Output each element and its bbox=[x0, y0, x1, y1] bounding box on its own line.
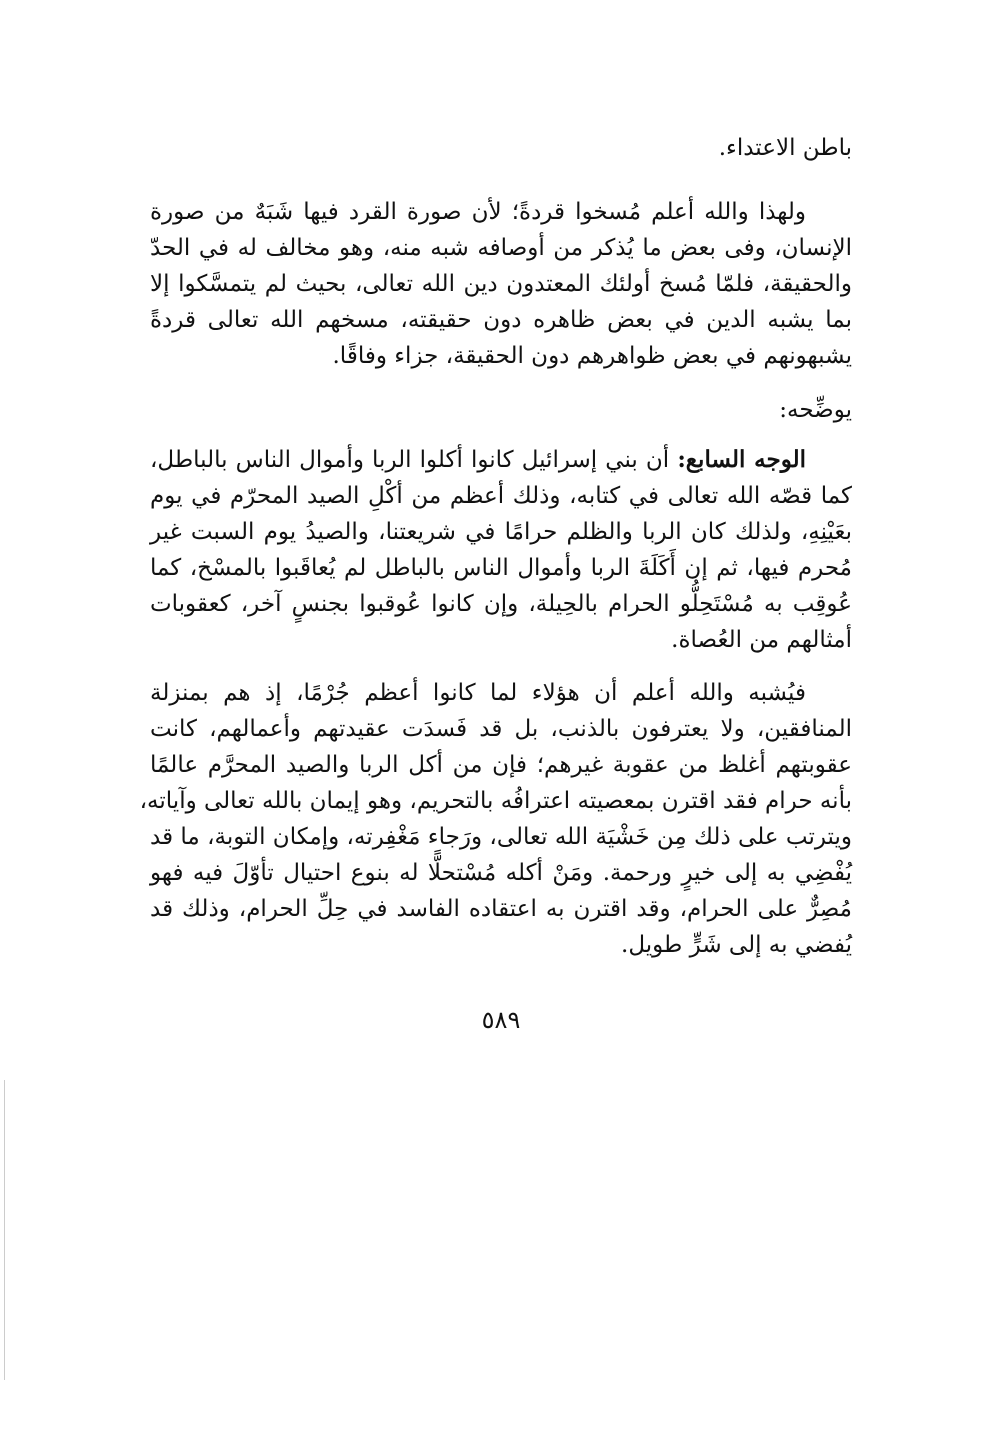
text-line: عقوبتهم أغلظ من عقوبة غيرهم؛ فإن من أكل الربا والصيد المحرَّم عالمًا bbox=[150, 752, 852, 778]
section-heading: الوجه السابع: bbox=[677, 446, 806, 473]
text-line: بعَيْنِهِ، ولذلك كان الربا والظلم حرامًا في شريعتنا، والصيدُ يوم السبت غير bbox=[150, 519, 852, 545]
text-line bbox=[150, 442, 852, 478]
text-span: أن بني إسرائيل كانوا أكلوا الربا وأموال الناس بالباطل، bbox=[150, 447, 678, 473]
text-line: أمثالهم من العُصاة. bbox=[671, 627, 852, 653]
text-line: مُصِرٌّ على الحرام، وقد اقترن به اعتقاده الفاسد في حِلِّ الحرام، وذلك قد bbox=[150, 896, 852, 922]
text-line: المنافقين، ولا يعترفون بالذنب، بل قد فَسدَت عقيدتهم وأعمالهم، كانت bbox=[150, 716, 852, 742]
text-line: ويترتب على ذلك مِن خَشْيَة الله تعالى، ورَجاء مَغْفِرته، وإمكان التوبة، ما قد bbox=[150, 824, 852, 850]
text-line: باطن الاعتداء. bbox=[718, 135, 852, 161]
text-line: يُفضي به إلى شَرٍّ طويل. bbox=[621, 932, 852, 958]
text-line: فيُشبه والله أعلم أن هؤلاء لما كانوا أعظم جُرْمًا، إذ هم بمنزلة bbox=[150, 680, 806, 706]
text-line: بما يشبه الدين في بعض ظاهره دون حقيقته، مسخهم الله تعالى قردةً bbox=[150, 307, 852, 333]
page-number: ٥٨٩ bbox=[481, 1006, 521, 1034]
scan-edge-line bbox=[4, 1080, 5, 1380]
text-line: يشبهونهم في بعض ظواهرهم دون الحقيقة، جزاء وفاقًا. bbox=[332, 343, 852, 369]
text-line: والحقيقة، فلمّا مُسخ أولئك المعتدون دين الله تعالى، بحيث لم يتمسَّكوا إلا bbox=[150, 271, 852, 297]
text-line: مُحرم فيها، ثم إن أَكَلَةَ الربا وأموال الناس بالباطل لم يُعاقَبوا بالمسْخ، كما bbox=[150, 555, 852, 581]
text-line: كما قصّه الله تعالى في كتابه، وذلك أعظم من أكْلِ الصيد المحرّم في يوم bbox=[150, 483, 852, 509]
text-line: عُوقِب به مُسْتَحِلُّو الحرام بالحِيلة، وإن كانوا عُوقبوا بجنسٍ آخر، كعقوبات bbox=[150, 591, 852, 617]
text-line: الإنسان، وفى بعض ما يُذكر من أوصافه شبه منه، وهو مخالف له في الحدّ bbox=[150, 235, 852, 261]
text-line: ولهذا والله أعلم مُسخوا قردةً؛ لأن صورة القرد فيها شَبَهٌ من صورة bbox=[150, 199, 806, 225]
text-line: بأنه حرام فقد اقترن بمعصيته اعترافُه بالتحريم، وهو إيمان بالله تعالى وآياته، bbox=[139, 788, 852, 814]
text-line: يوضِّحه: bbox=[779, 397, 852, 423]
text-line: يُفْضِي به إلى خيرٍ ورحمة. ومَنْ أكله مُسْتحلًّا له بنوع احتيال تأوّلَ فيه فهو bbox=[150, 860, 852, 886]
